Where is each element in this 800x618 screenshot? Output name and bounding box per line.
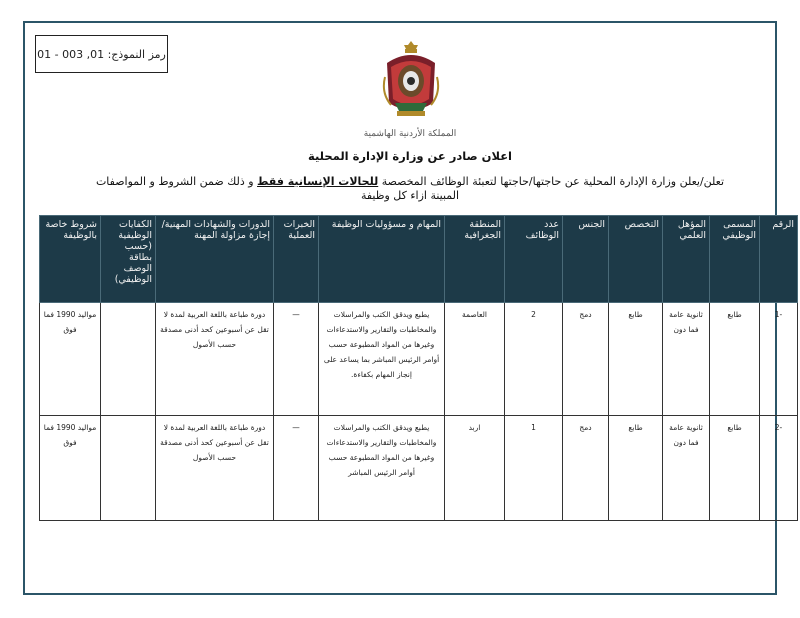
cell-duties: يطبع ويدقق الكتب والمراسلات والمخاطبات والتقارير والاستدعاءات وغيرها من المواد المطبوعة حسب أوامر الرئيس المباشر [319, 416, 445, 521]
col-header-competencies: الكفايات الوظيفية (حسب بطاقة الوصف الوظيفي) [101, 216, 156, 303]
col-header-conditions: شروط خاصة بالوظيفة [40, 216, 101, 303]
document-page [23, 21, 794, 595]
kingdom-name: المملكة الأردنية الهاشمية [363, 129, 457, 139]
cell-courses: دورة طباعة باللغة العربية لمدة لا تقل عن أسبوعين كحد أدنى مصدقة حسب الأصول [156, 416, 274, 521]
coat-of-arms-icon [381, 37, 441, 121]
cell-gender: دمج [563, 303, 609, 416]
cell-experience: — [274, 416, 319, 521]
col-header-title: المسمى الوظيفي [710, 216, 760, 303]
cell-competencies [101, 303, 156, 416]
cell-count: 1 [505, 416, 563, 521]
cell-duties: يطبع ويدقق الكتب والمراسلات والمخاطبات والتقارير والاستدعاءات وغيرها من المواد المطبوعة حسب أوامر الرئيس المباشر بما يساعد على إنجاز المهام بكفاءة. [319, 303, 445, 416]
cell-qualification: ثانوية عامة فما دون [663, 416, 710, 521]
form-code: رمز النموذج: 01, 003 - 01 [37, 47, 166, 61]
col-header-count: عدد الوظائف [505, 216, 563, 303]
cell-conditions: مواليد 1990 فما فوق [40, 303, 101, 416]
cell-gender: دمج [563, 416, 609, 521]
cell-count: 2 [505, 303, 563, 416]
jobs-table [39, 215, 798, 521]
cell-competencies [101, 416, 156, 521]
cell-region: اربد [445, 416, 505, 521]
col-header-gender: الجنس [563, 216, 609, 303]
cell-conditions: مواليد 1990 فما فوق [40, 416, 101, 521]
cell-number: -2 [760, 416, 798, 521]
col-header-courses: الدورات والشهادات المهنية/إجازة مزاولة المهنة [156, 216, 274, 303]
intro-text [85, 175, 735, 203]
cell-title: طابع [710, 303, 760, 416]
cell-courses: دورة طباعة باللغة العربية لمدة لا تقل عن أسبوعين كحد أدنى مصدقة حسب الأصول [156, 303, 274, 416]
intro-emphasis: للحالات الإنسانية فقط [257, 175, 379, 188]
announcement-title: اعلان صادر عن وزارة الإدارة المحلية [307, 149, 513, 163]
cell-number: -1 [760, 303, 798, 416]
cell-specialty: طابع [609, 416, 663, 521]
col-header-number: الرقم [760, 216, 798, 303]
form-code-box [35, 35, 168, 73]
col-header-qualification: المؤهل العلمي [663, 216, 710, 303]
table-row [40, 303, 798, 416]
cell-experience: — [274, 303, 319, 416]
col-header-duties: المهام و مسؤوليات الوظيفة [319, 216, 445, 303]
cell-region: العاصمة [445, 303, 505, 416]
intro-part2: و ذلك ضمن الشروط و المواصفات المبينة ازاء كل وظيفة [95, 175, 460, 202]
col-header-region: المنطقة الجغرافية [445, 216, 505, 303]
cell-title: طابع [710, 416, 760, 521]
cell-specialty: طابع [609, 303, 663, 416]
table-row [40, 416, 798, 521]
col-header-experience: الخبرات العملية [274, 216, 319, 303]
cell-qualification: ثانوية عامة فما دون [663, 303, 710, 416]
table-header-row [40, 216, 798, 303]
col-header-specialty: التخصص [609, 216, 663, 303]
intro-part1: تعلن/يعلن وزارة الإدارة المحلية عن حاجتها/حاجتها لتعبئة الوظائف المخصصة [378, 175, 725, 188]
